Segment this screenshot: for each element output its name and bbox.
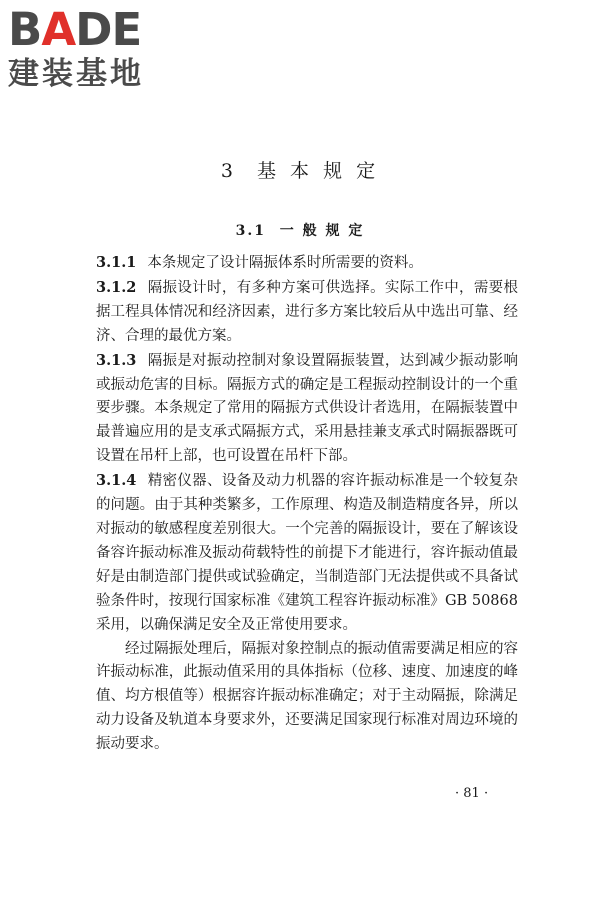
logo-subtitle: 建装基地 xyxy=(8,56,144,92)
clause-text: 本条规定了设计隔振体系时所需要的资料。 xyxy=(147,255,423,271)
clause xyxy=(96,349,518,470)
clause-number: 3.1.4 xyxy=(96,472,137,490)
bade-logo xyxy=(8,3,178,92)
clause-number: 3.1.2 xyxy=(96,278,137,296)
clause xyxy=(96,276,518,349)
clause-text: 隔振是对振动控制对象设置隔振装置，达到减少振动影响或振动危害的目标。隔振方式的确定是工程振动控制设计的一个重要步骤。本条规定了常用的隔振方式供设计者选用，在隔振装置中最普遍应用的是支承式隔振方式，采用悬挂兼支承式时隔振器既可设置在吊杆上部，也可设置在吊杆下部。 xyxy=(96,352,518,465)
clause xyxy=(96,469,518,637)
clause xyxy=(96,251,518,276)
document-body xyxy=(96,251,518,757)
section-title: 3.1 一 般 规 定 xyxy=(235,223,365,239)
clause-text: 隔振设计时，有多种方案可供选择。实际工作中，需要根据工程具体情况和经济因素，进行多方案比较后从中选出可靠、经济、合理的最优方案。 xyxy=(96,279,518,344)
page-number: · 81 · xyxy=(455,786,489,801)
clause-text: 精密仪器、设备及动力机器的容许振动标准是一个较复杂的问题。由于其种类繁多，工作原理、构造及制造精度各异，所以对振动的敏感程度差别很大。一个完善的隔振设计，要在了解该设备容许振动标准及振动荷载特性的前提下才能进行，容许振动值最好是由制造部门提供或试验确定，当制造部门无法提供或不具备试验条件时，按现行国家标准《建筑工程容许振动标准》GB 50868 采用，以确保满足安全及正常使用要求。 xyxy=(96,473,518,633)
chapter-title: 3 基 本 规 定 xyxy=(220,160,380,182)
logo-wordmark: BADE xyxy=(8,3,142,56)
clause-number: 3.1.3 xyxy=(96,351,137,369)
body-paragraph: 经过隔振处理后，隔振对象控制点的振动值需要满足相应的容许振动标准，此振动值采用的具体指标（位移、速度、加速度的峰值、均方根值等）根据容许振动标准确定；对于主动隔振，除满足动力设备及轨道本身要求外，还要满足国家现行标准对周边环境的振动要求。 xyxy=(96,640,518,753)
clause-number: 3.1.1 xyxy=(96,254,137,271)
